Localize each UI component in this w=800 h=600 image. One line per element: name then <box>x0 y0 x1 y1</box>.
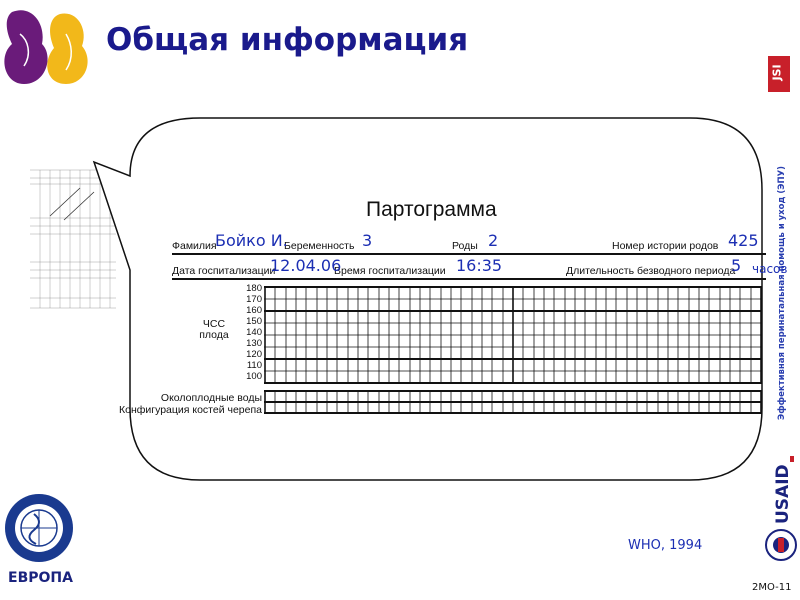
label-admission-date: Дата госпитализации <box>172 265 276 277</box>
label-record-number: Номер истории родов <box>612 240 719 252</box>
fhr-label-line1: ЧСС <box>202 318 226 330</box>
fhr-tick-140: 140 <box>246 327 262 338</box>
jsi-logo-text: JSI <box>770 64 784 81</box>
value-births: 2 <box>488 231 499 250</box>
row-label-amniotic-fluid: Околоплодные воды <box>160 392 262 404</box>
label-births: Роды <box>452 240 478 252</box>
fhr-tick-160: 160 <box>246 305 262 316</box>
fhr-label-line2: плода <box>199 329 229 341</box>
fhr-tick-120: 120 <box>246 349 262 360</box>
source-citation: WHO, 1994 <box>628 538 703 553</box>
fhr-tick-180: 180 <box>246 283 262 294</box>
fhr-tick-100: 100 <box>246 371 262 382</box>
value-admission-time: 16:35 <box>456 256 503 275</box>
who-europe-text: ЕВРОПА <box>8 570 73 586</box>
fhr-tick-130: 130 <box>246 338 262 349</box>
fhr-tick-170: 170 <box>246 294 262 305</box>
form-line-1 <box>172 253 766 255</box>
row-label-skull-configuration: Конфигурация костей черепа <box>118 404 262 416</box>
label-admission-time: Время госпитализации <box>334 265 446 277</box>
who-europe-logo <box>4 492 74 564</box>
emblem-icon <box>764 528 798 562</box>
form-line-2 <box>172 278 766 280</box>
label-surname: Фамилия <box>172 240 217 252</box>
usaid-logo-text: USAID <box>773 464 793 524</box>
partogram-title: Партограмма <box>366 198 497 221</box>
usaid-logo <box>766 454 796 532</box>
bottom-grid <box>264 390 762 414</box>
value-surname: Бойко И. <box>215 231 288 250</box>
value-admission-date: 12.04.06 <box>270 256 342 275</box>
value-anhydrous-unit: часов <box>752 262 788 276</box>
slide-title: Общая информация <box>106 22 469 58</box>
vertical-caption-text: Эффективная перинатальная помощь и уход (ЭПУ) <box>777 165 787 420</box>
slide-number: 2MO-11 <box>752 582 792 593</box>
label-pregnancy: Беременность <box>284 240 355 252</box>
value-record-number: 425 <box>728 231 759 250</box>
fhr-tick-110: 110 <box>246 360 262 371</box>
label-anhydrous-period: Длительность безводного периода <box>566 265 736 277</box>
value-anhydrous-period: 5 <box>731 256 742 275</box>
fhr-grid <box>264 286 762 384</box>
value-pregnancy: 3 <box>362 231 373 250</box>
fhr-tick-150: 150 <box>246 316 262 327</box>
